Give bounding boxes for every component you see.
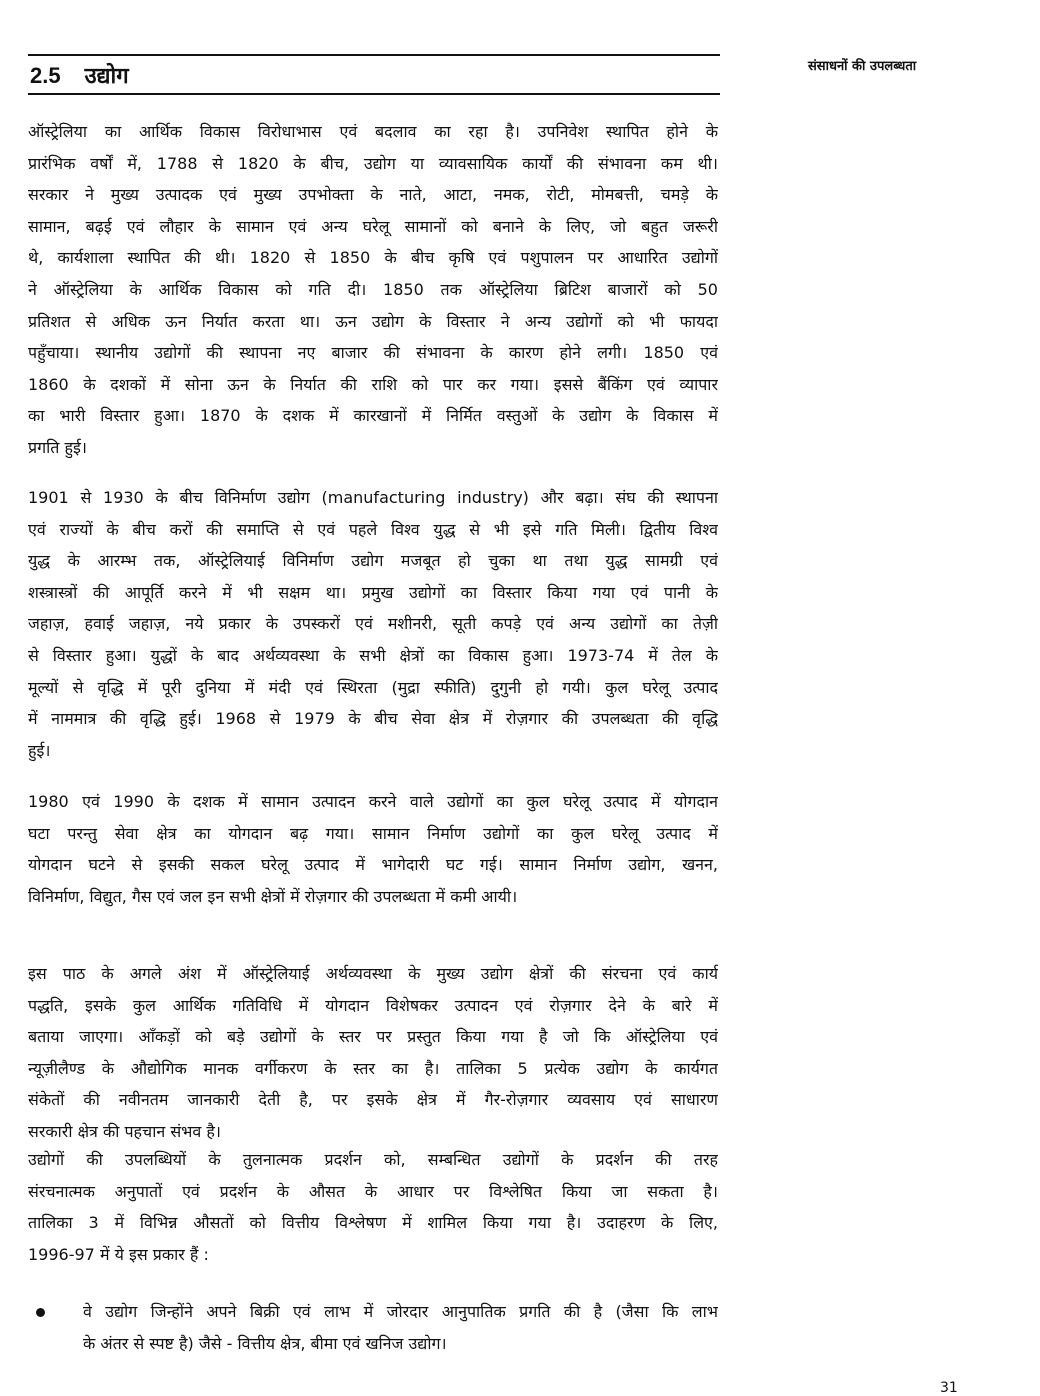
section-title: उद्योग xyxy=(84,64,129,89)
text-line: घटा परन्तु सेवा क्षेत्र का योगदान बढ़ गया। सामान निर्माण उद्योगों का कुल घरेलू उत्पाद में xyxy=(28,823,718,843)
text-line: सामान, बढ़ई एवं लौहार के सामान एवं अन्य घरेलू सामानों को बनाने के लिए, जो बहुत जरूरी xyxy=(28,216,718,236)
text-line: मूल्यों से वृद्धि में पूरी दुनिया में मंदी एवं स्थिरता (मुद्रा स्फीति) दुगुनी हो गयी। कुल घरेलू उत्पाद xyxy=(28,677,718,697)
text-line: सरकार ने मुख्य उत्पादक एवं मुख्य उपभोक्ता के नाते, आटा, नमक, रोटी, मोमबत्ती, चमड़े के xyxy=(28,185,718,205)
running-title: संसाधनों की उपलब्धता xyxy=(808,59,917,74)
bullet-text xyxy=(83,1296,718,1359)
text-line: तालिका 3 में विभिन्न औसतों को वित्तीय विश्लेषण में शामिल किया गया है। उदाहरण के लिए, xyxy=(28,1213,718,1233)
text-line: योगदान घटने से इसकी सकल घरेलू उत्पाद में भागेदारी घट गई। सामान निर्माण उद्योग, खनन, xyxy=(28,855,718,875)
text-line: संकेतों की नवीनतम जानकारी देती है, पर इसके क्षेत्र में गैर-रोज़गार व्यवसाय एवं साधारण xyxy=(28,1090,718,1110)
text-line: में नाममात्र की वृद्धि हुई। 1968 से 1979 के बीच सेवा क्षेत्र में रोज़गार की उपलब्धता की वृद्धि xyxy=(28,709,718,729)
paragraph-4 xyxy=(28,958,718,1148)
bullet-icon xyxy=(36,1308,45,1317)
heading-bottom-rule xyxy=(28,93,720,95)
paragraph-3 xyxy=(28,786,718,912)
text-line: वे उद्योग जिन्होंने अपने बिक्री एवं लाभ में जोरदार आनुपातिक प्रगति की है (जैसा कि लाभ xyxy=(83,1302,718,1321)
text-line: इस पाठ के अगले अंश में ऑस्ट्रेलियाई अर्थव्यवस्था के मुख्य उद्योग क्षेत्रों की संरचना एवं कार्य xyxy=(28,964,718,983)
text-line: पद्धति, इसके कुल आर्थिक गतिविधि में योगदान विशेषकर उत्पादन एवं रोज़गार देने के बारे में xyxy=(28,995,718,1015)
text-line: प्रतिशत से अधिक ऊन निर्यात करता था। ऊन उद्योग के विस्तार ने अन्य उद्योगों को भी फायदा xyxy=(28,311,718,331)
bullet-item xyxy=(28,1296,718,1359)
page-number: 31 xyxy=(940,1380,958,1396)
text-line: हुई। xyxy=(28,740,51,760)
text-line: न्यूज़ीलैण्ड के औद्योगिक मानक वर्गीकरण के स्तर का है। तालिका 5 प्रत्येक उद्योग के कार्यगत xyxy=(28,1058,718,1078)
text-line: 1996-97 में ये इस प्रकार हैं : xyxy=(28,1244,209,1264)
text-line: उद्योगों की उपलब्धियों के तुलनात्मक प्रदर्शन को, सम्बन्धित उद्योगों के प्रदर्शन की तरह xyxy=(28,1150,718,1169)
section-number: 2.5 xyxy=(30,63,61,88)
text-line: के अंतर से स्पष्ट है) जैसे - वित्तीय क्षेत्र, बीमा एवं खनिज उद्योग। xyxy=(83,1333,447,1353)
bullet-list xyxy=(28,1296,718,1359)
text-line: ने ऑस्ट्रेलिया के आर्थिक विकास को गति दी। 1850 तक ऑस्ट्रेलिया ब्रिटिश बाजारों को 50 xyxy=(28,279,718,299)
text-line: एवं राज्यों के बीच करों की समाप्ति से एवं पहले विश्व युद्ध से भी इसे गति मिली। द्वितीय विश्व xyxy=(28,519,718,539)
text-line: पहुँचाया। स्थानीय उद्योगों की स्थापना नए बाजार की संभावना के कारण होने लगी। 1850 एवं xyxy=(28,343,718,363)
text-line: युद्ध के आरम्भ तक, ऑस्ट्रेलियाई विनिर्माण उद्योग मजबूत हो चुका था तथा युद्ध सामग्री एवं xyxy=(28,551,718,571)
paragraph-2 xyxy=(28,482,718,766)
text-line: प्रगति हुई। xyxy=(28,437,87,457)
text-line: 1980 एवं 1990 के दशक में सामान उत्पादन करने वाले उद्योगों का कुल घरेलू उत्पाद में योगदान xyxy=(28,792,718,811)
text-line: का भारी विस्तार हुआ। 1870 के दशक में कारखानों में निर्मित वस्तुओं के उद्योग के विकास में xyxy=(28,406,718,426)
text-line: प्रारंभिक वर्षों में, 1788 से 1820 के बीच, उद्योग या व्यावसायिक कार्यों की संभावना कम थी। xyxy=(28,153,718,173)
text-line: बताया जाएगा। आँकड़ों को बड़े उद्योगों के स्तर पर प्रस्तुत किया गया है जो कि ऑस्ट्रेलिया एवं xyxy=(28,1027,718,1047)
text-line: से विस्तार हुआ। युद्धों के बाद अर्थव्यवस्था के सभी क्षेत्रों का विकास हुआ। 1973-74 में तेल के xyxy=(28,645,718,665)
paragraph-5 xyxy=(28,1144,718,1270)
heading-top-rule xyxy=(28,54,720,56)
text-line: सरकारी क्षेत्र की पहचान संभव है। xyxy=(28,1121,221,1141)
section-heading xyxy=(30,60,129,90)
text-line: जहाज़, हवाई जहाज़, नये प्रकार के उपस्करों एवं मशीनरी, सूती कपड़े एवं अन्य उद्योगों का तेज़ी xyxy=(28,614,718,634)
paragraph-1 xyxy=(28,116,718,464)
text-line: ऑस्ट्रेलिया का आर्थिक विकास विरोधाभास एवं बदलाव का रहा है। उपनिवेश स्थापित होने के xyxy=(28,122,718,141)
text-line: शस्त्रास्त्रों की आपूर्ति करने में भी सक्षम था। प्रमुख उद्योगों का विस्तार किया गया एवं पानी के xyxy=(28,582,718,602)
text-line: विनिर्माण, विद्युत, गैस एवं जल इन सभी क्षेत्रों में रोज़गार की उपलब्धता में कमी आयी। xyxy=(28,886,518,906)
text-line: 1901 से 1930 के बीच विनिर्माण उद्योग (manufacturing industry) और बढ़ा। संघ की स्थापना xyxy=(28,488,718,507)
text-line: थे, कार्यशाला स्थापित की थी। 1820 से 1850 के बीच कृषि एवं पशुपालन पर आधारित उद्योगों xyxy=(28,248,718,268)
text-line: 1860 के दशकों में सोना ऊन के निर्यात की राशि को पार कर गया। इससे बैंकिंग एवं व्यापार xyxy=(28,374,718,394)
text-line: संरचनात्मक अनुपातों एवं प्रदर्शन के औसत के आधार पर विश्लेषित किया जा सकता है। xyxy=(28,1181,718,1201)
